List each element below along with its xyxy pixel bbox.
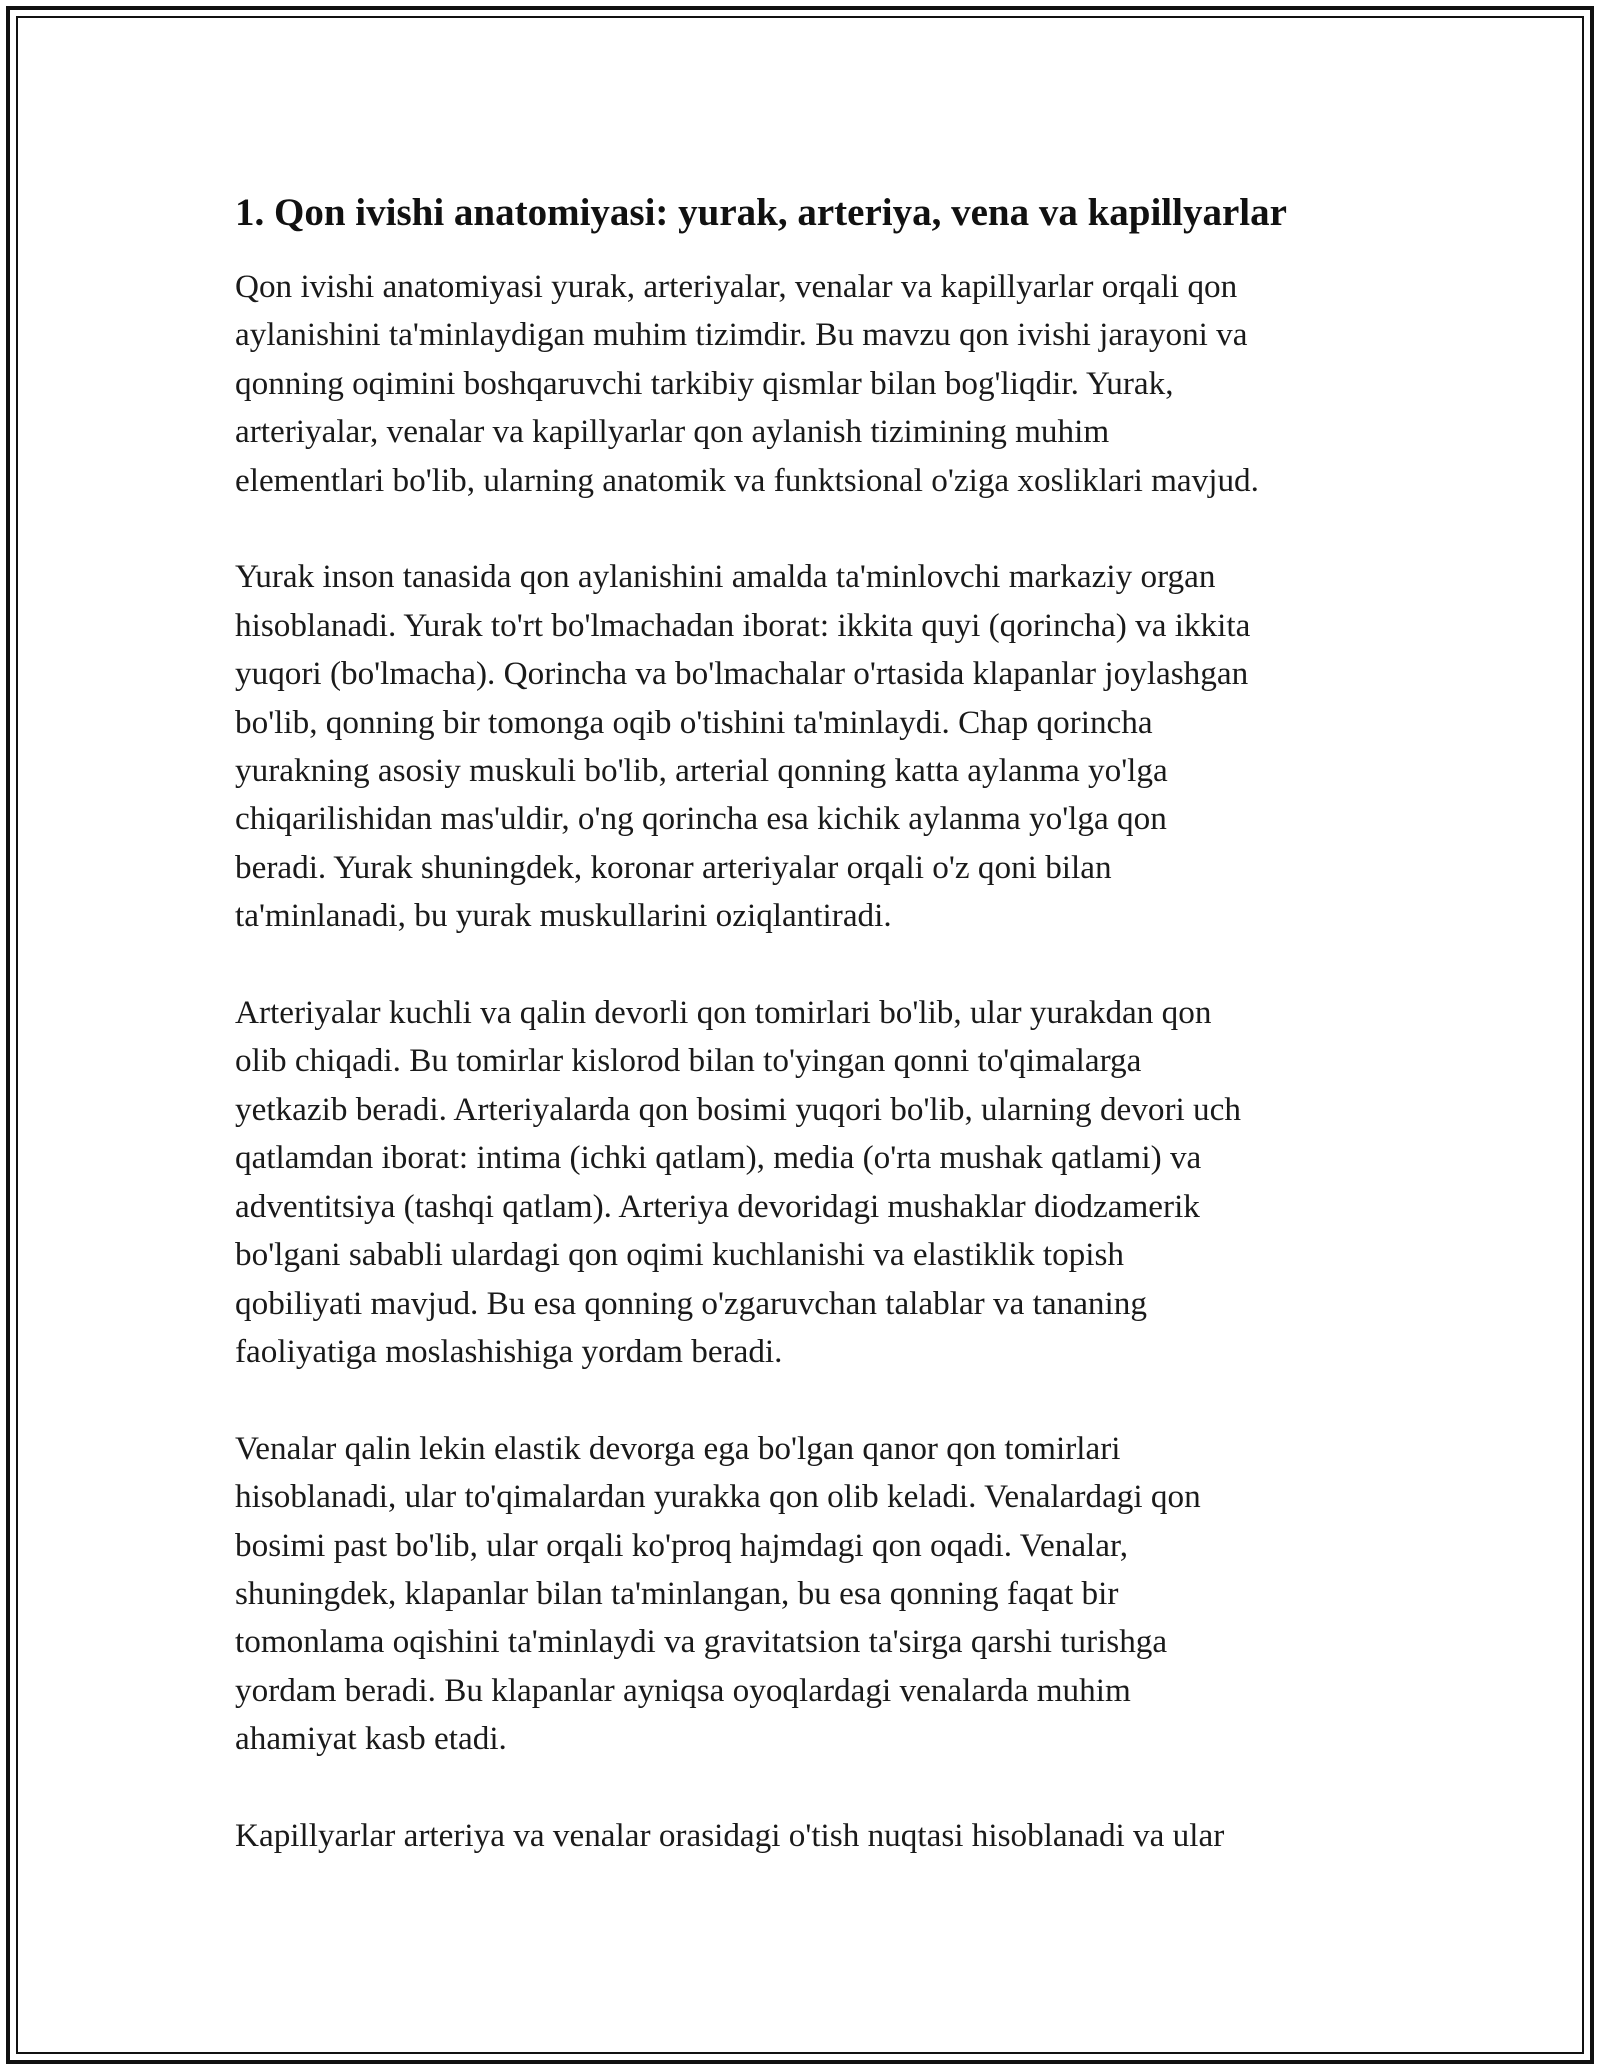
text-line: qobiliyati mavjud. Bu esa qonning o'zgaruvchan talablar va tananing (235, 1284, 1147, 1322)
paragraph-arteries (235, 989, 1385, 1376)
text-line: bo'lib, qonning bir tomonga oqib o'tishini ta'minlaydi. Chap qorincha (235, 703, 1153, 741)
text-line: faoliyatiga moslashishiga yordam beradi. (235, 1332, 783, 1370)
text-line: aylanishini ta'minlaydigan muhim tizimdir. Bu mavzu qon ivishi jarayoni va (235, 316, 1248, 354)
document-body (235, 185, 1385, 1909)
text-line: bo'lgani sababli ulardagi qon oqimi kuchlanishi va elastiklik topish (235, 1236, 1124, 1274)
text-line: yuqori (bo'lmacha). Qorincha va bo'lmachalar o'rtasida klapanlar joylashgan (235, 655, 1249, 693)
text-line: yordam beradi. Bu klapanlar ayniqsa oyoqlardagi venalarda muhim (235, 1671, 1131, 1709)
text-line: Yurak inson tanasida qon aylanishini amalda ta'minlovchi markaziy organ (235, 558, 1216, 596)
text-line: beradi. Yurak shuningdek, koronar arteriyalar orqali o'z qoni bilan (235, 848, 1112, 886)
text-line: bosimi past bo'lib, ular orqali ko'proq hajmdagi qon oqadi. Venalar, (235, 1526, 1129, 1564)
page-title: 1. Qon ivishi anatomiyasi: yurak, arteriya, vena va kapillyarlar (235, 191, 1287, 234)
text-line: hisoblanadi. Yurak to'rt bo'lmachadan iborat: ikkita quyi (qorincha) va ikkita (235, 606, 1251, 644)
text-line: qonning oqimini boshqaruvchi tarkibiy qismlar bilan bog'liqdir. Yurak, (235, 364, 1174, 402)
text-line: yurakning asosiy muskuli bo'lib, arterial qonning katta aylanma yo'lga (235, 752, 1168, 790)
text-line: ahamiyat kasb etadi. (235, 1720, 507, 1758)
paragraph-intro (235, 263, 1385, 505)
text-line: Arteriyalar kuchli va qalin devorli qon tomirlari bo'lib, ular yurakdan qon (235, 994, 1212, 1032)
text-line: chiqarilishidan mas'uldir, o'ng qorincha esa kichik aylanma yo'lga qon (235, 800, 1167, 838)
paragraph-capillaries (235, 1812, 1385, 1860)
text-line: qatlamdan iborat: intima (ichki qatlam), media (o'rta mushak qatlami) va (235, 1139, 1202, 1177)
text-line: hisoblanadi, ular to'qimalardan yurakka qon olib keladi. Venalardagi qon (235, 1478, 1201, 1516)
text-line: ta'minlanadi, bu yurak muskullarini oziqlantiradi. (235, 897, 892, 935)
paragraph-heart (235, 553, 1385, 940)
text-line: adventitsiya (tashqi qatlam). Arteriya devoridagi mushaklar diodzamerik (235, 1187, 1200, 1225)
paragraph-veins (235, 1425, 1385, 1764)
text-line: elementlari bo'lib, ularning anatomik va funktsional o'ziga xosliklari mavjud. (235, 461, 1259, 499)
text-line: olib chiqadi. Bu tomirlar kislorod bilan to'yingan qonni to'qimalarga (235, 1042, 1142, 1080)
text-line: Venalar qalin lekin elastik devorga ega bo'lgan qanor qon tomirlari (235, 1429, 1121, 1467)
text-line: yetkazib beradi. Arteriyalarda qon bosimi yuqori bo'lib, ularning devori uch (235, 1090, 1241, 1128)
text-line: shuningdek, klapanlar bilan ta'minlangan, bu esa qonning faqat bir (235, 1574, 1119, 1612)
text-line: Qon ivishi anatomiyasi yurak, arteriyalar, venalar va kapillyarlar orqali qon (235, 268, 1238, 305)
text-line: tomonlama oqishini ta'minlaydi va gravitatsion ta'sirga qarshi turishga (235, 1623, 1168, 1661)
text-line: Kapillyarlar arteriya va venalar orasidagi o'tish nuqtasi hisoblanadi va ular (235, 1816, 1225, 1854)
text-line: arteriyalar, venalar va kapillyarlar qon aylanish tizimining muhim (235, 413, 1110, 451)
